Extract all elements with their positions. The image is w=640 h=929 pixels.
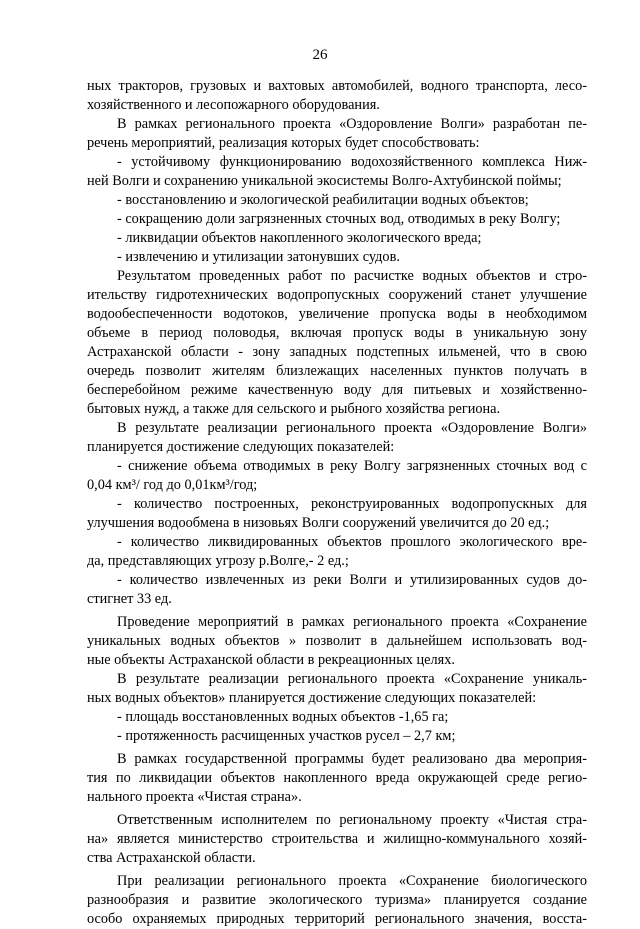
text-line: Астраханской области - зону западных подстепных ильменей, что в свою (87, 344, 587, 360)
text-line: на» является министерство строительства и жилищно-коммунального хозяй- (87, 831, 587, 847)
text-line: ные объекты Астраханской области в рекреационных целях. (87, 652, 455, 668)
text-line: - количество построенных, реконструированных водопропускных для (117, 496, 587, 512)
page-number: 26 (312, 47, 328, 63)
text-line: - площадь восстановленных водных объектов -1,65 га; (117, 709, 449, 725)
paragraph (87, 457, 587, 495)
text-line: - устойчивому функционированию водохозяйственного комплекса Ниж- (117, 154, 587, 170)
text-line: ительству гидротехнических водопропускных сооружений станет улучшение (87, 287, 587, 303)
text-line: нального проекта «Чистая страна». (87, 789, 302, 805)
paragraph (87, 77, 587, 115)
paragraph (87, 153, 587, 191)
text-line: 0,04 км³/ год до 0,01км³/год; (87, 477, 258, 493)
text-line: ства Астраханской области. (87, 850, 256, 866)
paragraph (87, 750, 587, 807)
paragraph (87, 115, 587, 153)
text-line: Результатом проведенных работ по расчистке водных объектов и стро- (117, 268, 587, 284)
text-line: да, представляющих угрозу р.Волге,- 2 ед.; (87, 553, 349, 569)
paragraph (87, 571, 587, 609)
text-line: объеме в период половодья, включая пропуск воды в уникальную зону (87, 325, 587, 341)
text-line: - количество ликвидированных объектов прошлого экологического вре- (117, 534, 587, 550)
paragraph (87, 533, 587, 571)
paragraph (87, 613, 587, 670)
text-line: - восстановлению и экологической реабилитации водных объектов; (117, 192, 529, 208)
paragraph (87, 419, 587, 457)
paragraph (87, 267, 587, 419)
paragraph (87, 708, 587, 727)
text-line: В результате реализации регионального проекта «Оздоровление Волги» (117, 420, 587, 436)
text-line: уникальных водных объектов » позволит в дальнейшем использовать вод- (87, 633, 587, 649)
text-line: - извлечению и утилизации затонувших судов. (117, 249, 400, 265)
paragraph (87, 191, 587, 210)
text-line: В рамках государственной программы будет реализовано два мероприя- (117, 751, 587, 767)
text-line: бытовых нужд, а также для сельского и рыбного хозяйства региона. (87, 401, 501, 417)
text-line: ных тракторов, грузовых и вахтовых автомобилей, водного транспорта, лесо- (87, 78, 587, 94)
text-line: тия по ликвидации объектов накопленного вреда окружающей среде регио- (87, 770, 587, 786)
paragraph (87, 727, 587, 746)
text-line: При реализации регионального проекта «Сохранение биологического (117, 873, 587, 889)
text-line: - снижение объема отводимых в реку Волгу загрязненных сточных вод с (117, 458, 587, 474)
text-line: хозяйственного и лесопожарного оборудования. (87, 97, 380, 113)
text-line: улучшения водообмена в низовьях Волги сооружений увеличится до 20 ед.; (87, 515, 550, 531)
text-line: В результате реализации регионального проекта «Сохранение уникаль- (117, 671, 587, 687)
text-line: очередь позволит жителям близлежащих населенных пунктов получать в (87, 363, 587, 379)
paragraph (87, 872, 587, 929)
text-line: В рамках регионального проекта «Оздоровление Волги» разработан пе- (117, 116, 587, 132)
paragraph (87, 811, 587, 868)
text-line: Ответственным исполнителем по региональному проекту «Чистая стра- (117, 812, 587, 828)
paragraph (87, 248, 587, 267)
text-line: - протяженность расчищенных участков русел – 2,7 км; (117, 728, 456, 744)
text-line: - количество извлеченных из реки Волги и утилизированных судов до- (117, 572, 587, 588)
text-line: - ликвидации объектов накопленного экологического вреда; (117, 230, 482, 246)
text-line: ных водных объектов» планируется достижение следующих показателей: (87, 690, 537, 706)
body-text (87, 77, 587, 929)
paragraph (87, 495, 587, 533)
text-line: - сокращению доли загрязненных сточных вод, отводимых в реку Волгу; (117, 211, 561, 227)
text-line: особо охраняемых природных территорий регионального значения, восста- (87, 911, 587, 927)
text-line: разнообразия и развитие экологического туризма» планируется создание (87, 892, 587, 908)
text-line: стигнет 33 ед. (87, 591, 172, 607)
paragraph (87, 229, 587, 248)
text-line: ней Волги и сохранению уникальной экосистемы Волго-Ахтубинской поймы; (87, 173, 562, 189)
text-line: планируется достижение следующих показателей: (87, 439, 395, 455)
text-line: речень мероприятий, реализация которых будет способствовать: (87, 135, 480, 151)
text-line: Проведение мероприятий в рамках регионального проекта «Сохранение (117, 614, 587, 630)
paragraph (87, 670, 587, 708)
text-line: бесперебойном режиме качественную воду для питьевых и хозяйственно- (87, 382, 587, 398)
paragraph (87, 210, 587, 229)
text-line: водообеспеченности водотоков, увеличение пропуска воды в необходимом (87, 306, 587, 322)
